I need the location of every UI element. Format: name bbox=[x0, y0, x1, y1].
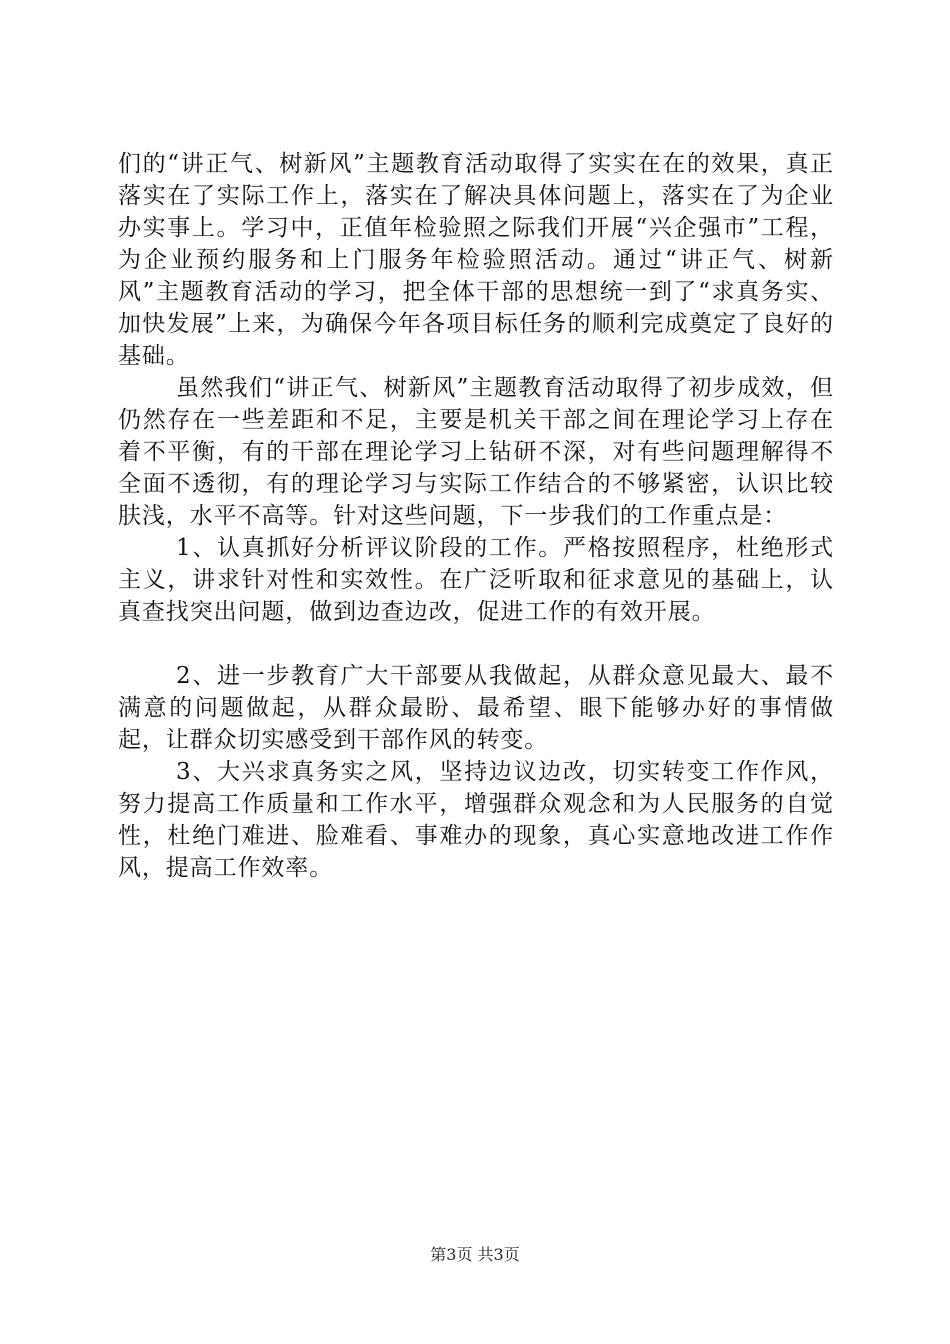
paragraph-continued: 们的“讲正气、树新风”主题教育活动取得了实实在在的效果，真正落实在了实际工作上，落实在了解决具体问题上，落实在了为企业办实事上。学习中，正值年检验照之际我们开展“兴企强市”工程，为企业预约服务和上门服务年检验照活动。通过“讲正气、树新风”主题教育活动的学习，把全体干部的思想统一到了“求真务实、加快发展”上来，为确保今年各项目标任务的顺利完成奠定了良好的基础。 bbox=[118, 151, 834, 369]
paragraph-item-1: 1、认真抓好分析评议阶段的工作。严格按照程序，杜绝形式主义，讲求针对性和实效性。在广泛听取和征求意见的基础上，认真查找突出问题，做到边查边改，促进工作的有效开展。 bbox=[118, 535, 834, 625]
paragraph-item-3: 3、大兴求真务实之风，坚持边议边改，切实转变工作作风，努力提高工作质量和工作水平，增强群众观念和为人民服务的自觉性，杜绝门难进、脸难看、事难办的现象，真心实意地改进工作作风，提高工作效率。 bbox=[118, 759, 834, 881]
paragraph-item-2: 2、进一步教育广大干部要从我做起，从群众意见最大、最不满意的问题做起，从群众最盼、最希望、眼下能够办好的事情做起，让群众切实感受到干部作风的转变。 bbox=[118, 663, 834, 753]
paragraph-shortcomings: 虽然我们“讲正气、树新风”主题教育活动取得了初步成效，但仍然存在一些差距和不足，主要是机关干部之间在理论学习上存在着不平衡，有的干部在理论学习上钻研不深，对有些问题理解得不全面不透彻，有的理论学习与实际工作结合的不够紧密，认识比较肤浅，水平不高等。针对这些问题，下一步我们的工作重点是： bbox=[118, 375, 834, 529]
document-body bbox=[118, 148, 834, 884]
page-number-footer: 第3页 共3页 bbox=[430, 1245, 520, 1264]
